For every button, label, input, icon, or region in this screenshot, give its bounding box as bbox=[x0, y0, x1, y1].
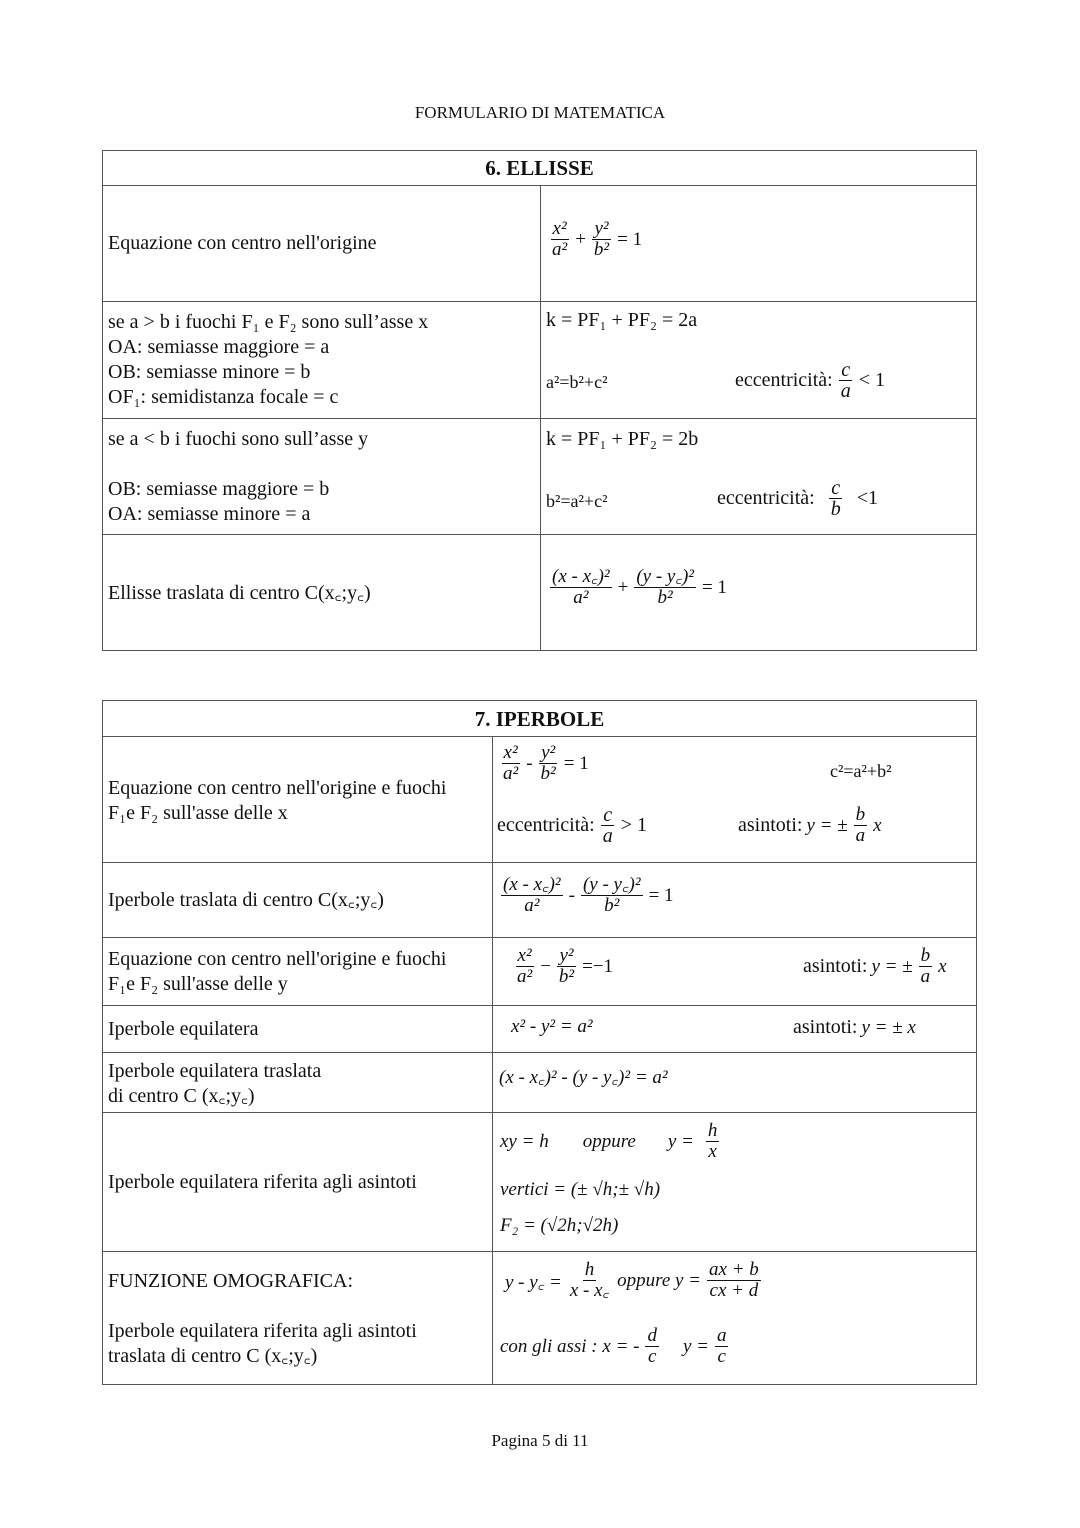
row-label: FUNZIONE OMOGRAFICA: bbox=[108, 1270, 354, 1292]
row-label: OA: semiasse maggiore = a bbox=[108, 336, 330, 358]
eccentricity bbox=[497, 805, 647, 846]
ellipse-row-a-gt-b bbox=[103, 302, 976, 419]
numerator: x² bbox=[503, 742, 518, 763]
equals: = 1 bbox=[701, 576, 727, 598]
hyperbola-row-translated bbox=[103, 863, 976, 938]
numerator: b bbox=[920, 945, 931, 966]
formula: y = ± x bbox=[861, 1016, 916, 1038]
formula-part: xy = h bbox=[500, 1130, 549, 1152]
denominator: x - x꜀ bbox=[569, 1280, 610, 1301]
formula bbox=[500, 1326, 730, 1367]
formula: c²=a²+b² bbox=[830, 761, 892, 781]
variable: x bbox=[938, 955, 947, 977]
row-label: OF₁: semidistanza focale = c bbox=[108, 386, 339, 408]
label: eccentricità: bbox=[735, 369, 833, 391]
formula: k = PF₁ + PF₂ = 2b bbox=[546, 428, 699, 450]
denominator: cx + d bbox=[709, 1280, 759, 1301]
denominator: a² bbox=[517, 966, 533, 987]
denominator: a² bbox=[524, 895, 540, 916]
formula bbox=[499, 875, 674, 916]
ellipse-row-origin bbox=[103, 186, 976, 302]
denominator: b² bbox=[593, 239, 610, 260]
denominator: a² bbox=[503, 763, 519, 784]
equals: =−1 bbox=[582, 955, 614, 977]
connector: oppure y = bbox=[617, 1269, 702, 1291]
formula bbox=[505, 1260, 763, 1301]
hyperbola-title: 7. IPERBOLE bbox=[103, 701, 976, 737]
numerator: (x - x꜀)² bbox=[503, 874, 561, 895]
numerator: h bbox=[584, 1259, 595, 1280]
denominator: a bbox=[920, 966, 931, 987]
operator: + bbox=[575, 228, 586, 250]
equals: = 1 bbox=[563, 752, 589, 774]
formula bbox=[499, 743, 589, 784]
formula bbox=[513, 946, 613, 987]
row-label: se a > b i fuochi F₁ e F₂ sono sull’asse x bbox=[108, 311, 429, 333]
denominator: b² bbox=[657, 587, 673, 608]
row-label: Equazione con centro nell'origine bbox=[108, 232, 377, 254]
formula-part: con gli assi : x = - bbox=[500, 1335, 640, 1357]
formula-part: y = bbox=[667, 1130, 694, 1152]
hyperbola-row-equilateral bbox=[103, 1006, 976, 1053]
hyperbola-row-asymptotes-ref bbox=[103, 1113, 976, 1252]
row-label: Iperbole traslata di centro C(x꜀;y꜀) bbox=[108, 889, 384, 911]
eccentricity bbox=[717, 478, 878, 519]
formula: x² - y² = a² bbox=[511, 1016, 593, 1037]
row-label: F₁e F₂ sull'asse delle y bbox=[108, 973, 288, 995]
row-label: OB: semiasse maggiore = b bbox=[108, 478, 330, 500]
formula: y = ± bbox=[806, 814, 848, 836]
hyperbola-row-x-foci bbox=[103, 737, 976, 863]
comparison: <1 bbox=[856, 487, 878, 509]
comparison: < 1 bbox=[858, 369, 885, 391]
denominator: a² bbox=[573, 587, 589, 608]
operator: - bbox=[568, 884, 575, 906]
row-label: se a < b i fuochi sono sull’asse y bbox=[108, 428, 369, 450]
formula-part: y - y꜀ = bbox=[505, 1271, 562, 1293]
denominator: c bbox=[717, 1346, 726, 1367]
hyperbola-row-equilateral-translated bbox=[103, 1053, 976, 1113]
asymptotes bbox=[793, 1016, 916, 1039]
document-title: FORMULARIO DI MATEMATICA bbox=[414, 103, 666, 122]
eccentricity bbox=[735, 360, 885, 401]
asymptotes bbox=[738, 805, 882, 846]
label: asintoti: bbox=[793, 1016, 858, 1038]
numerator: y² bbox=[541, 742, 556, 763]
label: eccentricità: bbox=[497, 814, 595, 836]
label: asintoti: bbox=[738, 814, 803, 836]
denominator: b² bbox=[604, 895, 620, 916]
page-number: Pagina 5 di 11 bbox=[491, 1431, 589, 1450]
row-label: Iperbole equilatera riferita agli asintoti bbox=[108, 1320, 417, 1342]
row-label: Ellisse traslata di centro C(x꜀;y꜀) bbox=[108, 582, 371, 604]
formula: y = ± bbox=[871, 955, 913, 977]
connector: oppure bbox=[582, 1130, 636, 1152]
comparison: > 1 bbox=[620, 814, 647, 836]
numerator: (y - y꜀)² bbox=[636, 566, 694, 587]
numerator: x² bbox=[552, 218, 567, 239]
operator: − bbox=[540, 955, 551, 977]
formula: b²=a²+c² bbox=[546, 491, 608, 511]
hyperbola-table bbox=[102, 700, 977, 1385]
hyperbola-row-homographic bbox=[103, 1252, 976, 1385]
numerator: y² bbox=[594, 218, 609, 239]
denominator: a bbox=[602, 825, 613, 847]
operator: - bbox=[526, 752, 533, 774]
denominator: b² bbox=[540, 763, 556, 784]
vertices-formula: vertici = (± √h;± √h) bbox=[500, 1179, 661, 1200]
operator: + bbox=[617, 576, 629, 598]
equals: = 1 bbox=[617, 228, 643, 250]
variable: x bbox=[873, 814, 882, 836]
denominator: a bbox=[855, 825, 866, 846]
denominator: b² bbox=[558, 966, 575, 987]
numerator: x² bbox=[517, 945, 532, 966]
numerator: c bbox=[603, 804, 613, 826]
numerator: (x - x꜀)² bbox=[552, 566, 610, 587]
row-label: Equazione con centro nell'origine e fuochi bbox=[108, 948, 447, 970]
formula bbox=[500, 1121, 721, 1162]
formula-part: y = bbox=[682, 1335, 709, 1357]
numerator: a bbox=[716, 1325, 727, 1346]
denominator: x bbox=[708, 1141, 717, 1162]
row-label: Iperbole equilatera bbox=[108, 1018, 259, 1040]
ellipse-row-a-lt-b bbox=[103, 419, 976, 535]
numerator: (y - y꜀)² bbox=[582, 874, 641, 895]
focus-formula: F₂ = (√2h;√2h) bbox=[500, 1215, 619, 1236]
row-label: Equazione con centro nell'origine e fuochi bbox=[108, 777, 447, 799]
denominator: a bbox=[840, 380, 851, 402]
numerator: h bbox=[707, 1120, 718, 1141]
denominator: b bbox=[830, 498, 841, 520]
label: asintoti: bbox=[803, 955, 868, 977]
ellipse-row-translated bbox=[103, 535, 976, 651]
row-label: OA: semiasse minore = a bbox=[108, 503, 311, 525]
ellipse-table bbox=[102, 150, 977, 651]
formula: (x - x꜀)² - (y - y꜀)² = a² bbox=[499, 1067, 668, 1088]
formula: k = PF₁ + PF₂ = 2a bbox=[546, 309, 698, 331]
formula bbox=[548, 219, 642, 260]
asymptotes bbox=[803, 946, 947, 987]
row-label: traslata di centro C (x꜀;y꜀) bbox=[108, 1345, 318, 1367]
numerator: d bbox=[647, 1325, 657, 1346]
numerator: y² bbox=[559, 945, 574, 966]
denominator: a² bbox=[552, 239, 568, 260]
denominator: c bbox=[648, 1346, 657, 1367]
numerator: b bbox=[855, 804, 866, 825]
row-label: Iperbole equilatera riferita agli asintoti bbox=[108, 1171, 417, 1193]
formula bbox=[548, 567, 727, 608]
formula: a²=b²+c² bbox=[546, 372, 608, 392]
row-label: OB: semiasse minore = b bbox=[108, 361, 311, 383]
hyperbola-row-y-foci bbox=[103, 938, 976, 1006]
row-label: F₁e F₂ sull'asse delle x bbox=[108, 802, 288, 824]
equals: = 1 bbox=[648, 884, 674, 906]
ellipse-title: 6. ELLISSE bbox=[103, 151, 976, 186]
row-label: Iperbole equilatera traslata bbox=[108, 1060, 322, 1082]
label: eccentricità: bbox=[717, 487, 815, 509]
numerator: c bbox=[831, 477, 841, 499]
numerator: ax + b bbox=[709, 1259, 759, 1280]
row-label: di centro C (x꜀;y꜀) bbox=[108, 1085, 255, 1107]
numerator: c bbox=[841, 359, 851, 381]
